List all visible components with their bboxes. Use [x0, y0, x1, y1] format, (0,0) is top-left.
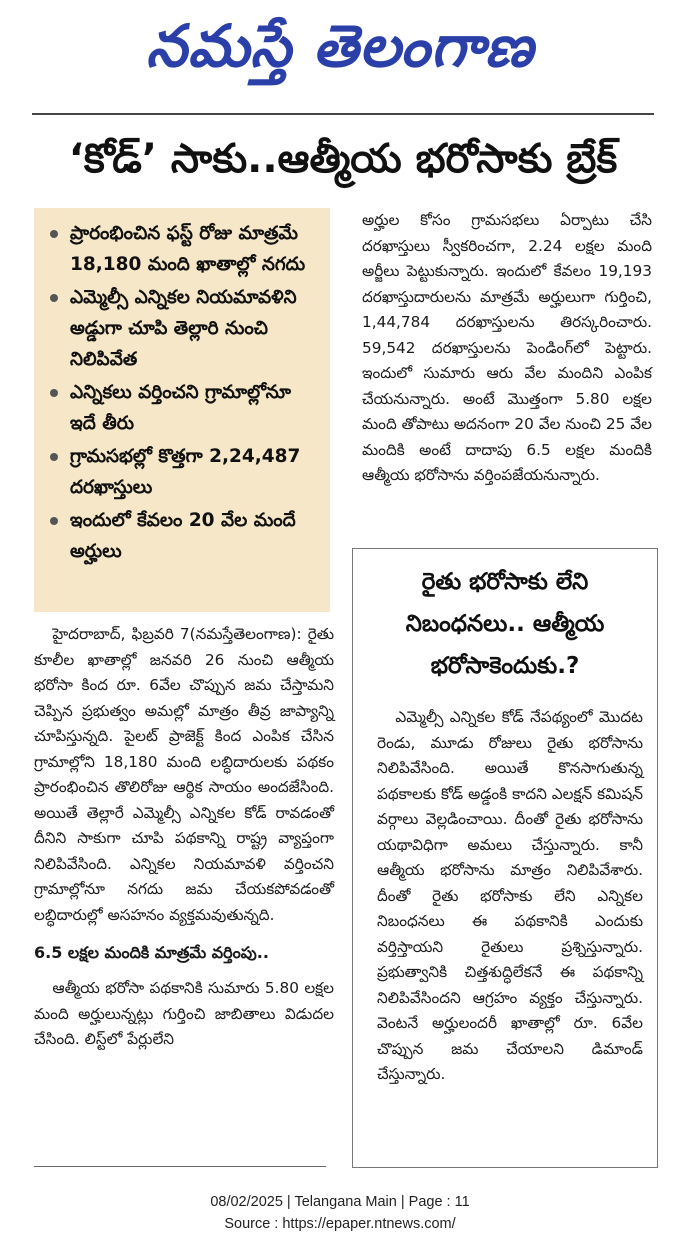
summary-point — [48, 282, 322, 375]
article-paragraph: అర్హుల కోసం గ్రామసభలు ఏర్పాటు చేసి దరఖాస్తులు స్వీకరించగా, 2.24 లక్షల మంది అర్జీలు పెట్టుకున్నారు. ఇందులో కేవలం 19,193 దరఖాస్తుదారులను మాత్రమే అర్హులుగా గుర్తించి, 1,44,784 దరఖాస్తులను తిరస్కరించారు. 59,542 దరఖాస్తులను పెండింగ్‌లో పెట్టారు. ఇందులో సుమారు ఆరు వేల మందిని ఎంపిక చేయనున్నారు. అంటే మొత్తంగా 5.80 లక్షల మంది తోపాటు అదనంగా 20 వేల నుంచి 25 వేల మందికి అంటే దాదాపు 6.5 లక్షల మందికి ఆత్మీయ భరోసాను వర్తింపజేయనున్నారు. — [362, 211, 652, 484]
masthead — [0, 0, 680, 96]
summary-point-text: ఎన్నికలు వర్తించని గ్రామాల్లోనూ ఇదే తీరు — [70, 382, 291, 434]
summary-highlights — [34, 208, 330, 612]
bullet-icon — [50, 453, 58, 461]
summary-point-text: ఎమ్మెల్సీ ఎన్నికల నియమావళిని అడ్డుగా చూపి తెల్లారి నుంచి నిలిపివేత — [70, 287, 297, 370]
footer-source-link[interactable]: Source : https://epaper.ntnews.com/ — [224, 1216, 456, 1232]
article-paragraph: హైదరాబాద్, ఫిబ్రవరి 7(నమస్తేతెలంగాణ): రైతు కూలీల ఖాతాల్లో జనవరి 26 నుంచి ఆత్మీయ భరోసా కింద రూ. 6వేల చొప్పున జమ చేస్తామని చెప్పిన ప్రభుత్వం అమల్లో మాత్రం తీవ్ర జాప్యాన్ని చూపిస్తున్నది. పైలట్ ప్రాజెక్ట్ కింద ఎంపిక చేసిన గ్రామాల్లోని 18,180 మంది లబ్ధిదారులకు పథకం ప్రారంభించిన తొలిరోజు ఆర్థిక సాయం అందజేసింది. అయితే తెల్లారే ఎమ్మెల్సీ ఎన్నికల కోడ్ రావడంతో దీనిని సాకుగా చూపి పథకాన్ని రాష్ట్ర వ్యాప్తంగా నిలిపివేసింది. ఎన్నికల నియమావళి వర్తించని గ్రామాల్లోనూ నగదు జమ చేయకపోవడంతో లబ్ధిదారుల్లో అసహనం వ్యక్తమవుతున్నది. — [34, 625, 334, 924]
summary-point — [48, 377, 322, 439]
summary-point — [48, 218, 322, 280]
sidebar-box-body — [377, 705, 643, 1088]
bullet-icon — [50, 230, 58, 238]
bullet-icon — [50, 294, 58, 302]
summary-point — [48, 441, 322, 503]
sidebar-paragraph: ఎమ్మెల్సీ ఎన్నికల కోడ్ నేపథ్యంలో మొదట రెండు, మూడు రోజులు రైతు భరోసాను నిలిపివేసింది. అయితే కొనసాగుతున్న పథకాలకు కోడ్ అడ్డంకి కాదని ఎలక్షన్ కమిషన్ వర్గాలు వెల్లడించాయి. దీంతో రైతు భరోసాను యథావిధిగా అమలు చేస్తున్నారు. కానీ ఆత్మీయ భరోసాను మాత్రం నిలిపివేశారు. దీంతో రైతు భరోసాకు లేని ఎన్నికల నిబంధనలు ఈ పథకానికి ఎందుకు వర్తిస్తాయని రైతులు ప్రశ్నిస్తున్నారు. ప్రభుత్వానికి చిత్తశుద్ధిలేకనే ఈ పథకాన్ని నిలిపివేసిందని ఆగ్రహం వ్యక్తం చేస్తున్నారు. వెంటనే అర్హులందరీ ఖాతాల్లో రూ. 6వేల చొప్పున జమ చేయాలని డిమాండ్ చేస్తున్నారు. — [377, 708, 643, 1083]
top-divider — [32, 113, 654, 115]
article-headline: ‘కోడ్’ సాకు..ఆత్మీయ భరోసాకు బ్రేక్ — [68, 136, 618, 182]
column-divider — [34, 1166, 326, 1167]
masthead-title: నమస్తే తెలంగాణ — [146, 12, 534, 80]
left-column — [34, 622, 334, 1053]
article-subheading: 6.5 లక్షల మందికి మాత్రమే వర్తింపు.. — [34, 943, 269, 962]
summary-point-text: ఇందులో కేవలం 20 వేల మందే అర్హులు — [70, 510, 296, 562]
bullet-icon — [50, 517, 58, 525]
sidebar-box-title: రైతు భరోసాకు లేని నిబంధనలు.. ఆత్మీయ భరోసాకెందుకు.? — [405, 569, 605, 679]
footer-date-page: 08/02/2025 | Telangana Main | Page : 11 — [210, 1194, 470, 1210]
summary-point — [48, 505, 322, 567]
summary-point-text: గ్రామసభల్లో కొత్తగా 2,24,487 దరఖాస్తులు — [70, 446, 301, 498]
summary-point-text: ప్రారంభించిన ఫస్ట్ రోజు మాత్రమే 18,180 మంది ఖాతాల్లో నగదు — [70, 223, 306, 275]
sidebar-box — [352, 548, 658, 1168]
right-column — [362, 208, 652, 489]
article-paragraph: ఆత్మీయ భరోసా పథకానికి సుమారు 5.80 లక్షల మంది అర్హులున్నట్లు గుర్తించి జాబితాలు విడుదల చేసింది. లిస్ట్‌లో పేర్లులేని — [34, 979, 334, 1048]
bullet-icon — [50, 389, 58, 397]
